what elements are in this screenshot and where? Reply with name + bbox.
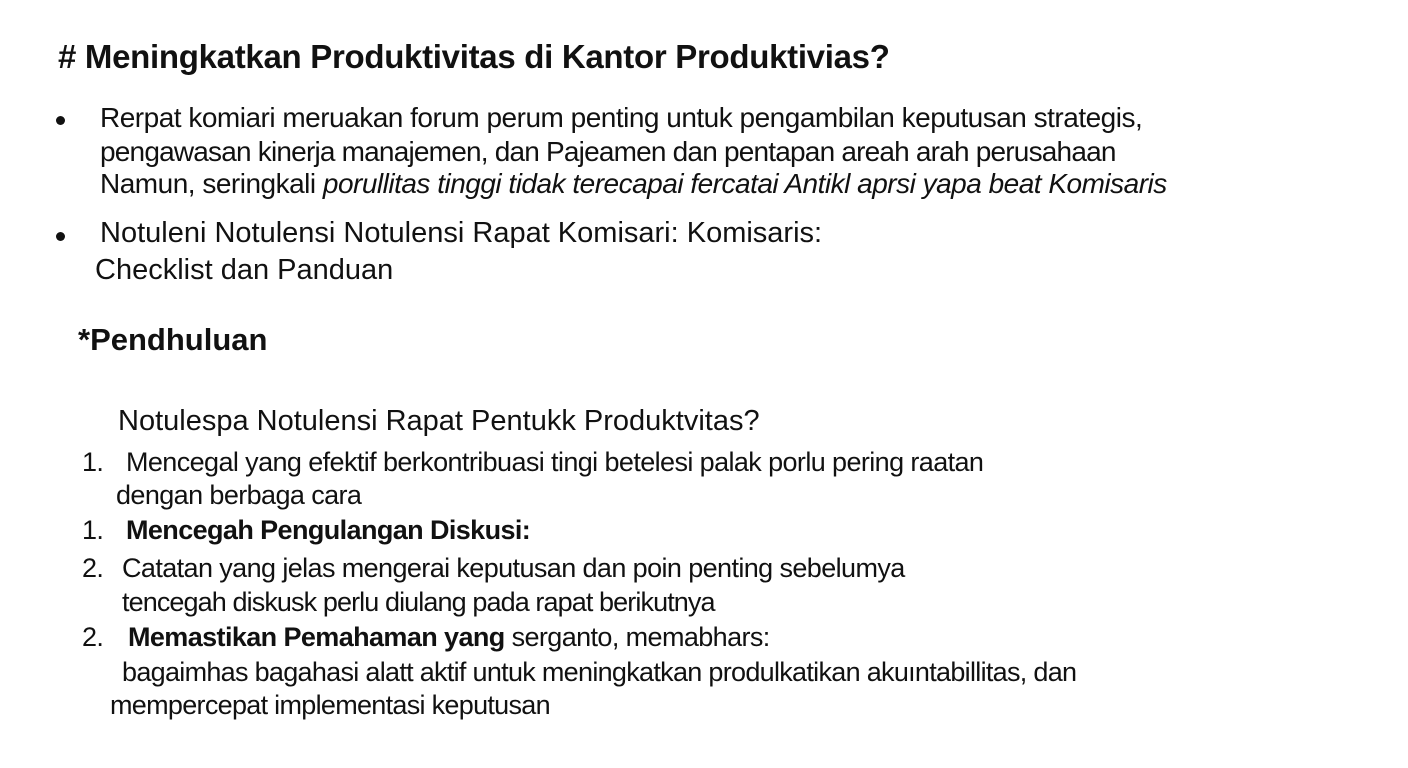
bullet-1-line-3-plain: Namun, seringkali bbox=[100, 168, 323, 199]
list-item-number: 1. bbox=[82, 447, 104, 477]
bullet-1-line-3 bbox=[100, 168, 1167, 200]
list-item-number: 2. bbox=[82, 622, 104, 652]
bullet-1-line-1: Rerpat komiari meruakan forum perum penting untuk pengambilan keputusan strategis, bbox=[100, 102, 1143, 133]
list-item-text: Mencegal yang efektif berkontribuasi tingi betelesi palak porlu pering raatan bbox=[126, 447, 984, 477]
bullet-marker bbox=[56, 116, 65, 125]
bullet-2-line-1: Notuleni Notulensi Notulensi Rapat Komisari: Komisaris: bbox=[100, 217, 823, 249]
bullet-2-line-2: Checklist dan Panduan bbox=[95, 254, 394, 286]
list-item-continuation: tencegah diskusk perlu diulang pada rapat berikutnya bbox=[122, 587, 715, 617]
list-item bbox=[82, 622, 770, 653]
list-item-text: Catatan yang jelas mengerai keputusan dan poin penting sebelumya bbox=[122, 553, 905, 583]
list-item-heading: Mencegah Pengulangan Diskusi: bbox=[126, 515, 531, 545]
list-item-number: 2. bbox=[82, 553, 104, 583]
bullet-1-line-2: pengawasan kinerja manajemen, dan Pajeamen dan pentapan areah arah perusahaan bbox=[100, 136, 1116, 167]
bullet-marker bbox=[56, 232, 65, 241]
list-item-text: serganto, memabhars: bbox=[504, 622, 770, 652]
bullet-1-line-3-italic: porullitas tinggi tidak terecapai fercatai Antikl aprsi yapa beat Komisaris bbox=[322, 168, 1167, 199]
list-item bbox=[82, 447, 983, 478]
list-item-heading: Memastikan Pemahaman yang bbox=[128, 622, 505, 652]
list-item bbox=[82, 553, 905, 584]
list-item bbox=[82, 515, 530, 546]
list-item-continuation: bagaimhas bagahasi alatt aktif untuk meningkatkan produlkatikan akuıntabillitas, dan bbox=[122, 657, 1077, 687]
list-item-number: 1. bbox=[82, 515, 104, 545]
section-heading: *Pendhuluan bbox=[78, 322, 268, 357]
page-title: # Meningkatkan Produktivitas di Kantor Produktivias? bbox=[58, 38, 890, 75]
list-item-continuation: dengan berbaga cara bbox=[116, 480, 362, 510]
list-item-continuation: mempercepat implementasi keputusan bbox=[110, 690, 550, 720]
intro-line: Notulespa Notulensi Rapat Pentukk Produktvitas? bbox=[118, 405, 760, 437]
